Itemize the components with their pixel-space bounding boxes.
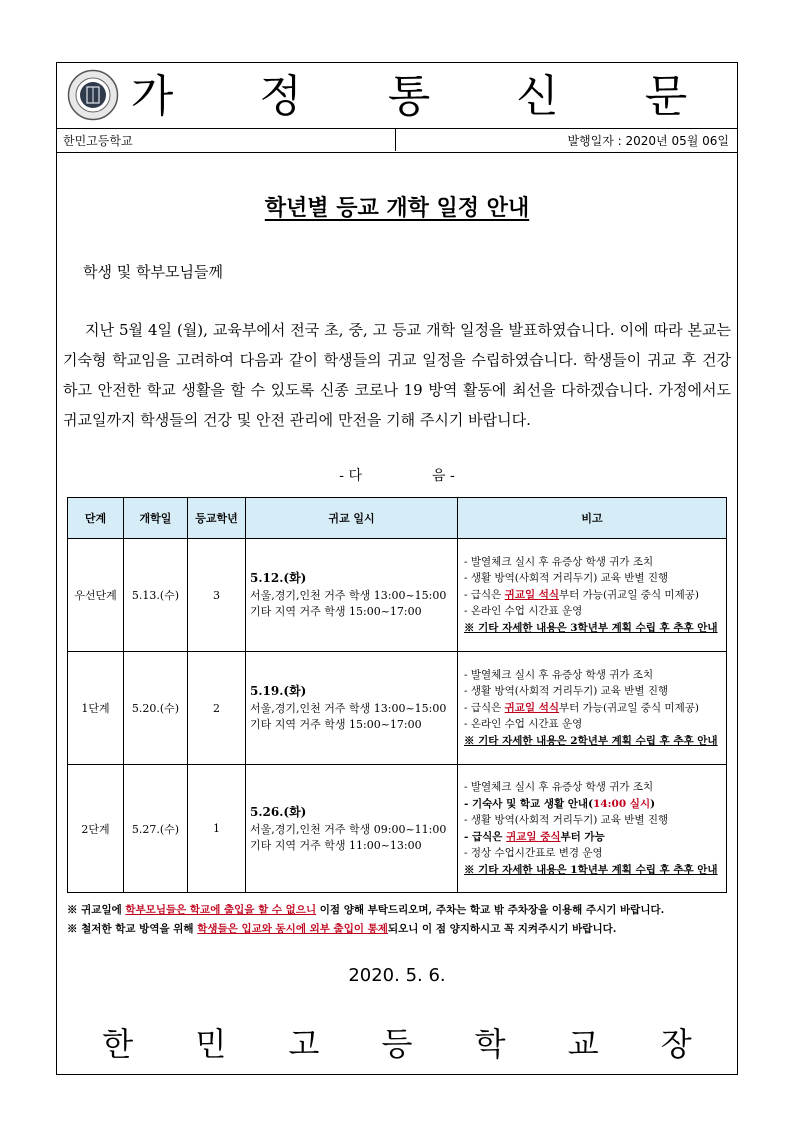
school-name: 한민고등학교 [63,134,133,148]
footnotes [67,901,664,939]
return-time-cell: 5.19.(화) 서울,경기,인천 거주 학생 13:00~15:00 기타 지역 거주 학생 15:00~17:00 [246,652,458,765]
table-row [68,652,727,765]
footnote-students: ※ 철저한 학교 방역을 위해 학생들은 입교와 동시에 외부 출입이 통제되오니 이 점 양지하시고 꼭 지켜주시기 바랍니다. [67,923,617,935]
stage-cell: 1단계 [68,652,124,765]
grade-cell: 1 [188,765,246,893]
remarks-cell: - 발열체크 실시 후 유증상 학생 귀가 조치 - 생활 방역(사회적 거리두기) 교육 반별 진행 - 급식은 귀교일 석식부터 가능(귀교일 중식 미제공) - 온라인 수업 시간표 운영 ※ 기타 자세한 내용은 2학년부 계획 수립 후 추후 안내 [458,652,727,765]
remarks-cell: - 발열체크 실시 후 유증상 학생 귀가 조치 - 생활 방역(사회적 거리두기) 교육 반별 진행 - 급식은 귀교일 석식부터 가능(귀교일 중식 미제공) - 온라인 수업 시간표 운영 ※ 기타 자세한 내용은 3학년부 계획 수립 후 추후 안내 [458,539,727,652]
info-divider [395,129,396,151]
principal-signature: 한 민 고 등 학 교 장 [102,1025,718,1063]
notice-body: 지난 5월 4일 (월), 교육부에서 전국 초, 중, 고 등교 개학 일정을 발표하였습니다. 이에 따라 본교는 기숙형 학교임을 고려하여 다음과 같이 학생들의 귀교 일정을 수립하였습니다. 학생들이 귀교 후 건강하고 안전한 학교 생활을 할 수 있도록 신종 코로나 19 방역 활동에 최선을 다하겠습니다. 가정에서도 귀교일까지 학생들의 건강 및 안전 관리에 만전을 기해 주시기 바랍니다. [63,321,731,429]
open-date-cell: 5.20.(수) [124,652,188,765]
col-header-grade: 등교학년 [188,498,246,539]
grade-cell: 3 [188,539,246,652]
grade-cell: 2 [188,652,246,765]
stage-cell: 2단계 [68,765,124,893]
col-header-return-time: 귀교 일시 [246,498,458,539]
greeting: 학생 및 학부모님들께 [83,263,223,281]
issue-date-label: 발행일자 : 2020년 05월 06일 [567,134,729,148]
page-title: 가 정 통 신 문 [130,71,724,122]
closing-date: 2020. 5. 6. [348,965,446,986]
notice-headline: 학년별 등교 개학 일정 안내 [264,195,530,221]
schedule-table [67,497,727,893]
table-row [68,765,727,893]
title-box [57,63,737,129]
dagum-heading: - 다 음 - [339,468,455,484]
info-row [57,129,737,153]
stage-cell: 우선단계 [68,539,124,652]
col-header-stage: 단계 [68,498,124,539]
remarks-cell: - 발열체크 실시 후 유증상 학생 귀가 조치 - 기숙사 및 학교 생활 안내(14:00 실시) - 생활 방역(사회적 거리두기) 교육 반별 진행 - 급식은 귀교일 중식부터 가능 - 정상 수업시간표로 변경 운영 ※ 기타 자세한 내용은 1학년부 계획 수립 후 추후 안내 [458,765,727,893]
return-time-cell: 5.26.(화) 서울,경기,인천 거주 학생 09:00~11:00 기타 지역 거주 학생 11:00~13:00 [246,765,458,893]
open-date-cell: 5.13.(수) [124,539,188,652]
notice-frame [56,62,738,1075]
table-header-row [68,498,727,539]
col-header-open-date: 개학일 [124,498,188,539]
table-row [68,539,727,652]
return-time-cell: 5.12.(화) 서울,경기,인천 거주 학생 13:00~15:00 기타 지역 거주 학생 15:00~17:00 [246,539,458,652]
footnote-parents: ※ 귀교일에 학부모님들은 학교에 출입을 할 수 없으니 이점 양해 부탁드리오며, 주차는 학교 밖 주차장을 이용해 주시기 바랍니다. [67,904,665,916]
open-date-cell: 5.27.(수) [124,765,188,893]
col-header-remarks: 비고 [458,498,727,539]
